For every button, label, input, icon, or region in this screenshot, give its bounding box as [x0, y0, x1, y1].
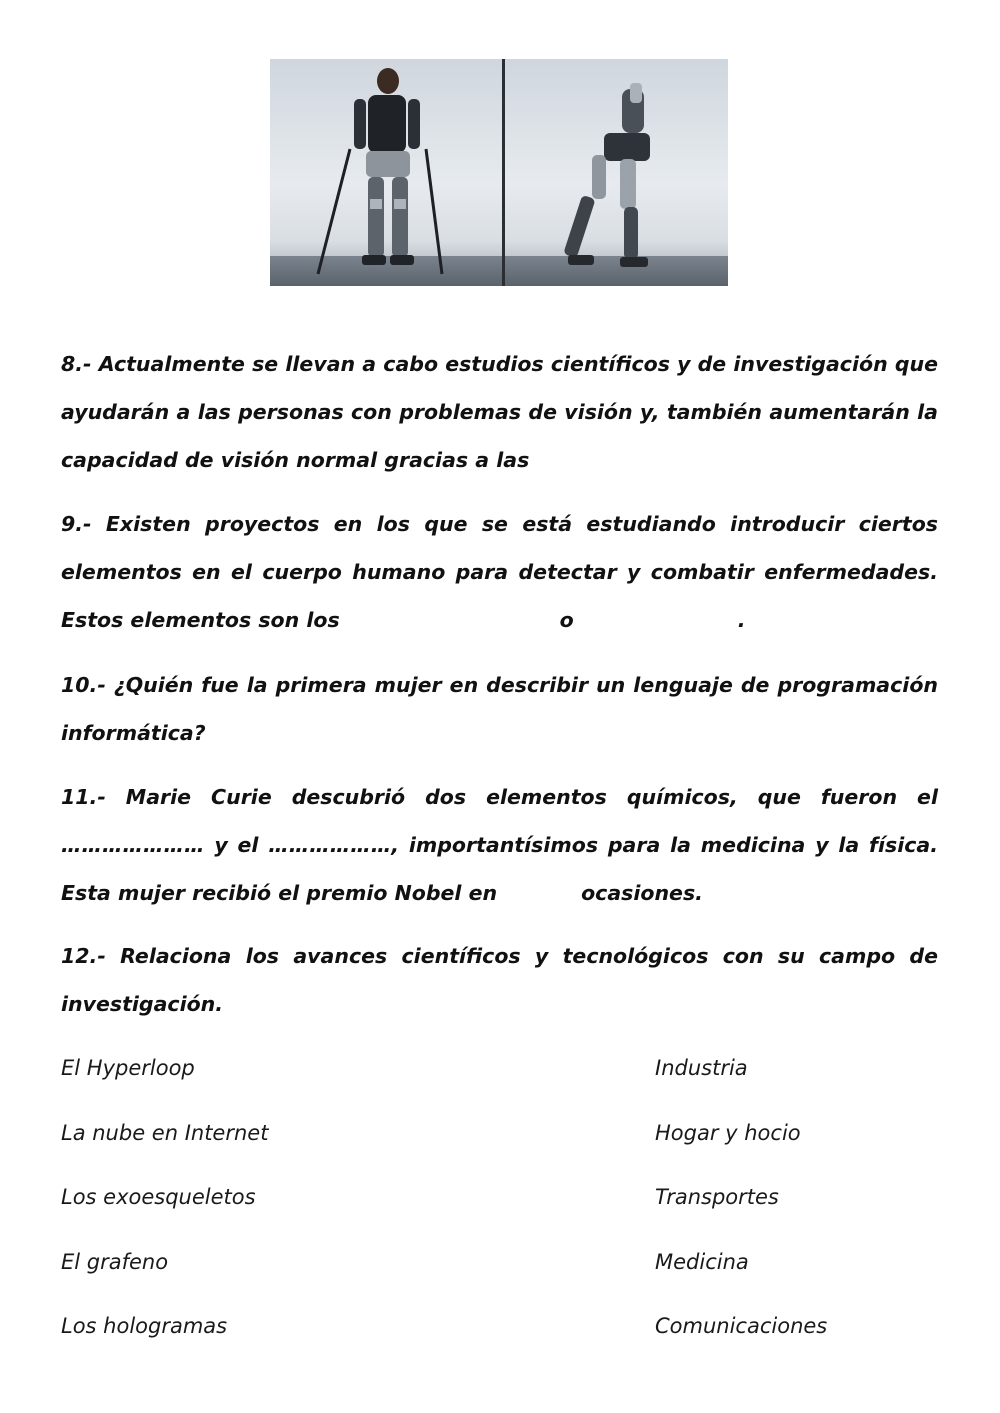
question-8	[61, 340, 938, 484]
question-8-text: 8.- Actualmente se llevan a cabo estudios científicos y de investigación que ayudarán a las personas con problemas de visión y, también aumentarán la capacidad de visión normal gracias a las	[61, 352, 938, 472]
match-right-item[interactable]: Transportes	[655, 1185, 779, 1209]
match-left-item[interactable]: Los hologramas	[61, 1314, 228, 1338]
match-right-item[interactable]: Medicina	[655, 1250, 749, 1274]
question-9-end: .	[737, 608, 746, 632]
photo-divider	[502, 59, 505, 286]
match-left-item[interactable]: El grafeno	[61, 1250, 169, 1274]
match-left-item[interactable]: Los exoesqueletos	[61, 1185, 256, 1209]
question-9	[61, 500, 938, 644]
question-10-text: 10.- ¿Quién fue la primera mujer en describir un lenguaje de programación informática?	[61, 673, 938, 745]
match-right-item[interactable]: Hogar y hocio	[655, 1121, 801, 1145]
exoskeleton-photo	[270, 59, 728, 286]
question-12	[61, 932, 938, 1028]
question-10	[61, 661, 938, 757]
question-9-text: 9.- Existen proyectos en los que se está estudiando introducir ciertos elementos en el cuerpo humano para detectar y combatir enfermedades. Estos elementos son los	[61, 512, 938, 632]
match-left-item[interactable]: El Hyperloop	[61, 1056, 195, 1080]
match-left-item[interactable]: La nube en Internet	[61, 1121, 269, 1145]
question-12-text: 12.- Relaciona los avances científicos y tecnológicos con su campo de investigación.	[61, 944, 938, 1016]
question-9-connector: o	[559, 608, 574, 632]
question-11-connector: y el	[214, 833, 259, 857]
match-right-item[interactable]: Comunicaciones	[655, 1314, 828, 1338]
match-right-item[interactable]: Industria	[655, 1056, 748, 1080]
question-11-blank-2[interactable]: ………………	[268, 833, 392, 857]
question-11-text: 11.- Marie Curie descubrió dos elementos químicos, que fueron el	[61, 785, 938, 809]
question-11-end: ocasiones.	[581, 881, 703, 905]
exoskeleton-figures-icon	[270, 59, 728, 286]
question-11	[61, 773, 938, 917]
question-11-blank-1[interactable]: …………………	[61, 833, 205, 857]
question-11-middle: , importantísimos para la medicina y la física. Esta mujer recibió el premio Nobel en	[61, 833, 938, 905]
